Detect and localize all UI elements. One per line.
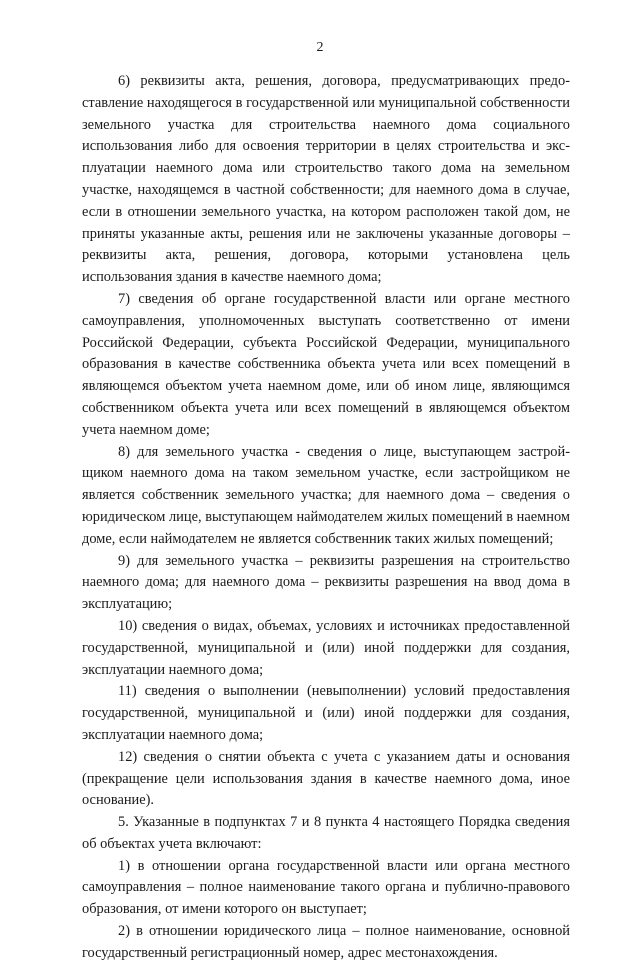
document-body bbox=[82, 71, 570, 965]
paragraph-subitem-2: 2) в отношении юридического лица – полное наименование, основной государственный регистрационный номер, адрес местонахождения. bbox=[82, 923, 570, 961]
paragraph-item-10: 10) сведения о видах, объемах, условиях и источниках предоставленной государственной, муниципальной и (или) иной поддержки для создания, эксплуатации наемного дома; bbox=[82, 617, 570, 678]
paragraph-subitem-1: 1) в отношении органа государственной власти или органа местного самоуправления – полное наименование такого органа и публично-правового образования, от имени которого он выступает; bbox=[82, 857, 570, 918]
paragraph-item-12: 12) сведения о снятии объекта с учета с указанием даты и основания (прекращение цели использования здания в качестве наемного дома, иное основание). bbox=[82, 748, 570, 809]
paragraph-item-7: 7) сведения об органе государственной власти или органе местного самоуправления, уполномоченных выступать соответственно от имени Российской Федерации, субъекта Российской Федерации, муниципального образования в качестве собственника объекта учета или всех помещений в являющемся объектом учета наемном доме, или об ином лице, являющимся собственником объекта учета или всех помещений в являющемся объектом учета наемном доме; bbox=[82, 290, 570, 438]
paragraph-item-11: 11) сведения о выполнении (невыполнении) условий предоставления государственной, муниципальной и (или) иной поддержки для создания, эксплуатации наемного дома; bbox=[82, 683, 570, 743]
paragraph-item-8: 8) для земельного участка - сведения о лице, выступающем застройщиком наемного дома на таком земельном участке, если застройщиком не является собственник земельного участка; для наемного дома – сведения о юридическом лице, выступающем наймодателем жилых помещений в наемном доме, если наймодателем не является собственник таких жилых помещений; bbox=[82, 443, 570, 547]
paragraph-item-6: 6) реквизиты акта, решения, договора, предусматривающих предоставление находящегося в государственной или муниципальной собственности земельного участка для строительства наемного дома социального использования либо для освоения территории в целях строительства и эксплуатации наемного дома или строительство такого дома на земельном участке, находящемся в частной собственности; для наемного дома в случае, если в отношении земельного участка, на котором расположен такой дом, не приняты указанные акты, решения или не заключены указанные договоры – реквизиты акта, решения, договора, которыми установлена цель использования здания в качестве наемного дома; bbox=[82, 73, 570, 286]
paragraph-point-5: 5. Указанные в подпунктах 7 и 8 пункта 4 настоящего Порядка сведения об объектах учета включают: bbox=[82, 814, 570, 852]
page-number: 2 bbox=[316, 40, 324, 55]
paragraph-item-9: 9) для земельного участка – реквизиты разрешения на строительство наемного дома; для наемного дома – реквизиты разрешения на ввод дома в эксплуатацию; bbox=[82, 552, 570, 613]
